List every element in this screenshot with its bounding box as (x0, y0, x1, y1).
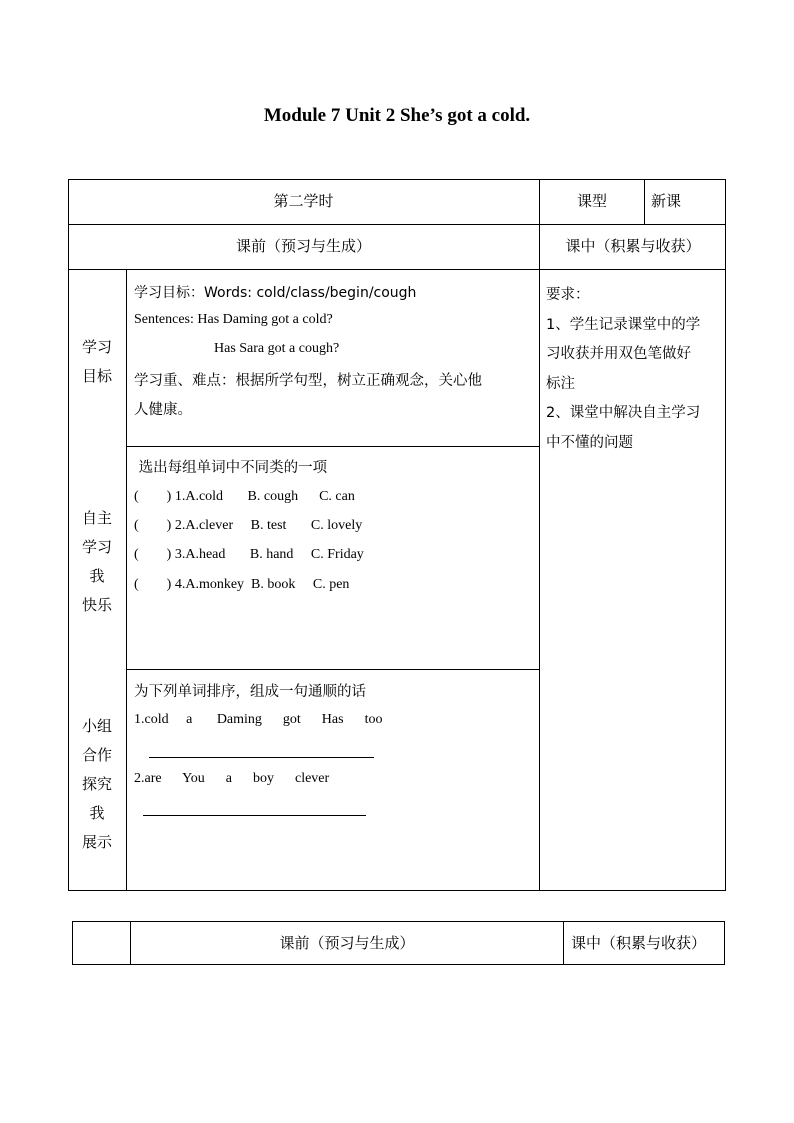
choice-item: ( ) 3.A.head B. hand C. Friday (134, 547, 364, 562)
column-divider (539, 179, 540, 891)
requirements-line: 2、课堂中解决自主学习 (546, 405, 701, 421)
type-value: 新课 (651, 192, 682, 210)
page-title: Module 7 Unit 2 She’s got a cold. (263, 105, 531, 126)
reorder-question-1: 1.cold a Daming got Has too (134, 712, 383, 727)
column-divider (126, 269, 127, 891)
table-border-left (72, 921, 73, 965)
requirements-line: 习收获并用双色笔做好 (546, 346, 691, 362)
choice-item: ( ) 2.A.clever B. test C. lovely (134, 518, 363, 533)
answer-bracket[interactable]: ( ) (134, 547, 172, 562)
type-label: 课型 (576, 192, 607, 210)
lesson-period: 第二学时 (273, 192, 334, 210)
table-border-top (72, 921, 725, 922)
table-border-bottom (72, 964, 725, 965)
answer-bracket[interactable]: ( ) (134, 577, 172, 592)
answer-bracket[interactable]: ( ) (134, 489, 172, 504)
choice-item: ( ) 4.A.monkey B. book C. pen (134, 577, 350, 592)
requirements-list (546, 281, 700, 458)
row-divider (126, 669, 539, 670)
key-points-line-2: 人健康。 (134, 402, 192, 418)
answer-line-2[interactable] (143, 815, 366, 816)
row-divider (68, 224, 726, 225)
row-divider (126, 446, 539, 447)
column-divider (563, 921, 564, 965)
key-points-line-1: 学习重、难点：根据所学句型，树立正确观念，关心他 (134, 373, 482, 389)
requirements-line: 标注 (546, 375, 575, 392)
self-study-label: 自主 学习 我 快乐 (81, 509, 112, 614)
table-border-right (724, 921, 725, 965)
in-class-header: 课中（积累与收获） (565, 237, 701, 255)
requirements-line: 中不懂的问题 (546, 434, 633, 451)
reorder-question-2: 2.are You a boy clever (134, 771, 330, 786)
table-border-bottom (68, 890, 726, 891)
in-class-header-2: 课中（积累与收获） (571, 934, 707, 952)
pre-class-header: 课前（预习与生成） (235, 237, 371, 255)
requirements-line: 1、学生记录课堂中的学 (546, 316, 701, 333)
table-border-top (68, 179, 726, 180)
goals-sentence-2: Has Sara got a cough? (214, 341, 340, 356)
goals-words: 学习目标：Words: cold/class/begin/cough (134, 285, 417, 301)
answer-bracket[interactable]: ( ) (134, 518, 172, 533)
column-divider (644, 179, 645, 225)
requirements-line: 要求： (546, 287, 590, 303)
choice-item: ( ) 1.A.cold B. cough C. can (134, 489, 355, 504)
goals-label: 学习 目标 (81, 338, 112, 385)
self-study-instruction: 选出每组单词中不同类的一项 (134, 460, 328, 476)
group-instruction: 为下列单词排序，组成一句通顺的话 (134, 684, 366, 700)
goals-sentence-1: Sentences: Has Daming got a cold? (134, 312, 333, 327)
group-work-label: 小组 合作 探究 我 展示 (81, 717, 112, 851)
answer-line-1[interactable] (149, 757, 374, 758)
table-border-right (725, 179, 726, 891)
pre-class-header-2: 课前（预习与生成） (279, 934, 415, 952)
row-divider (68, 269, 726, 270)
